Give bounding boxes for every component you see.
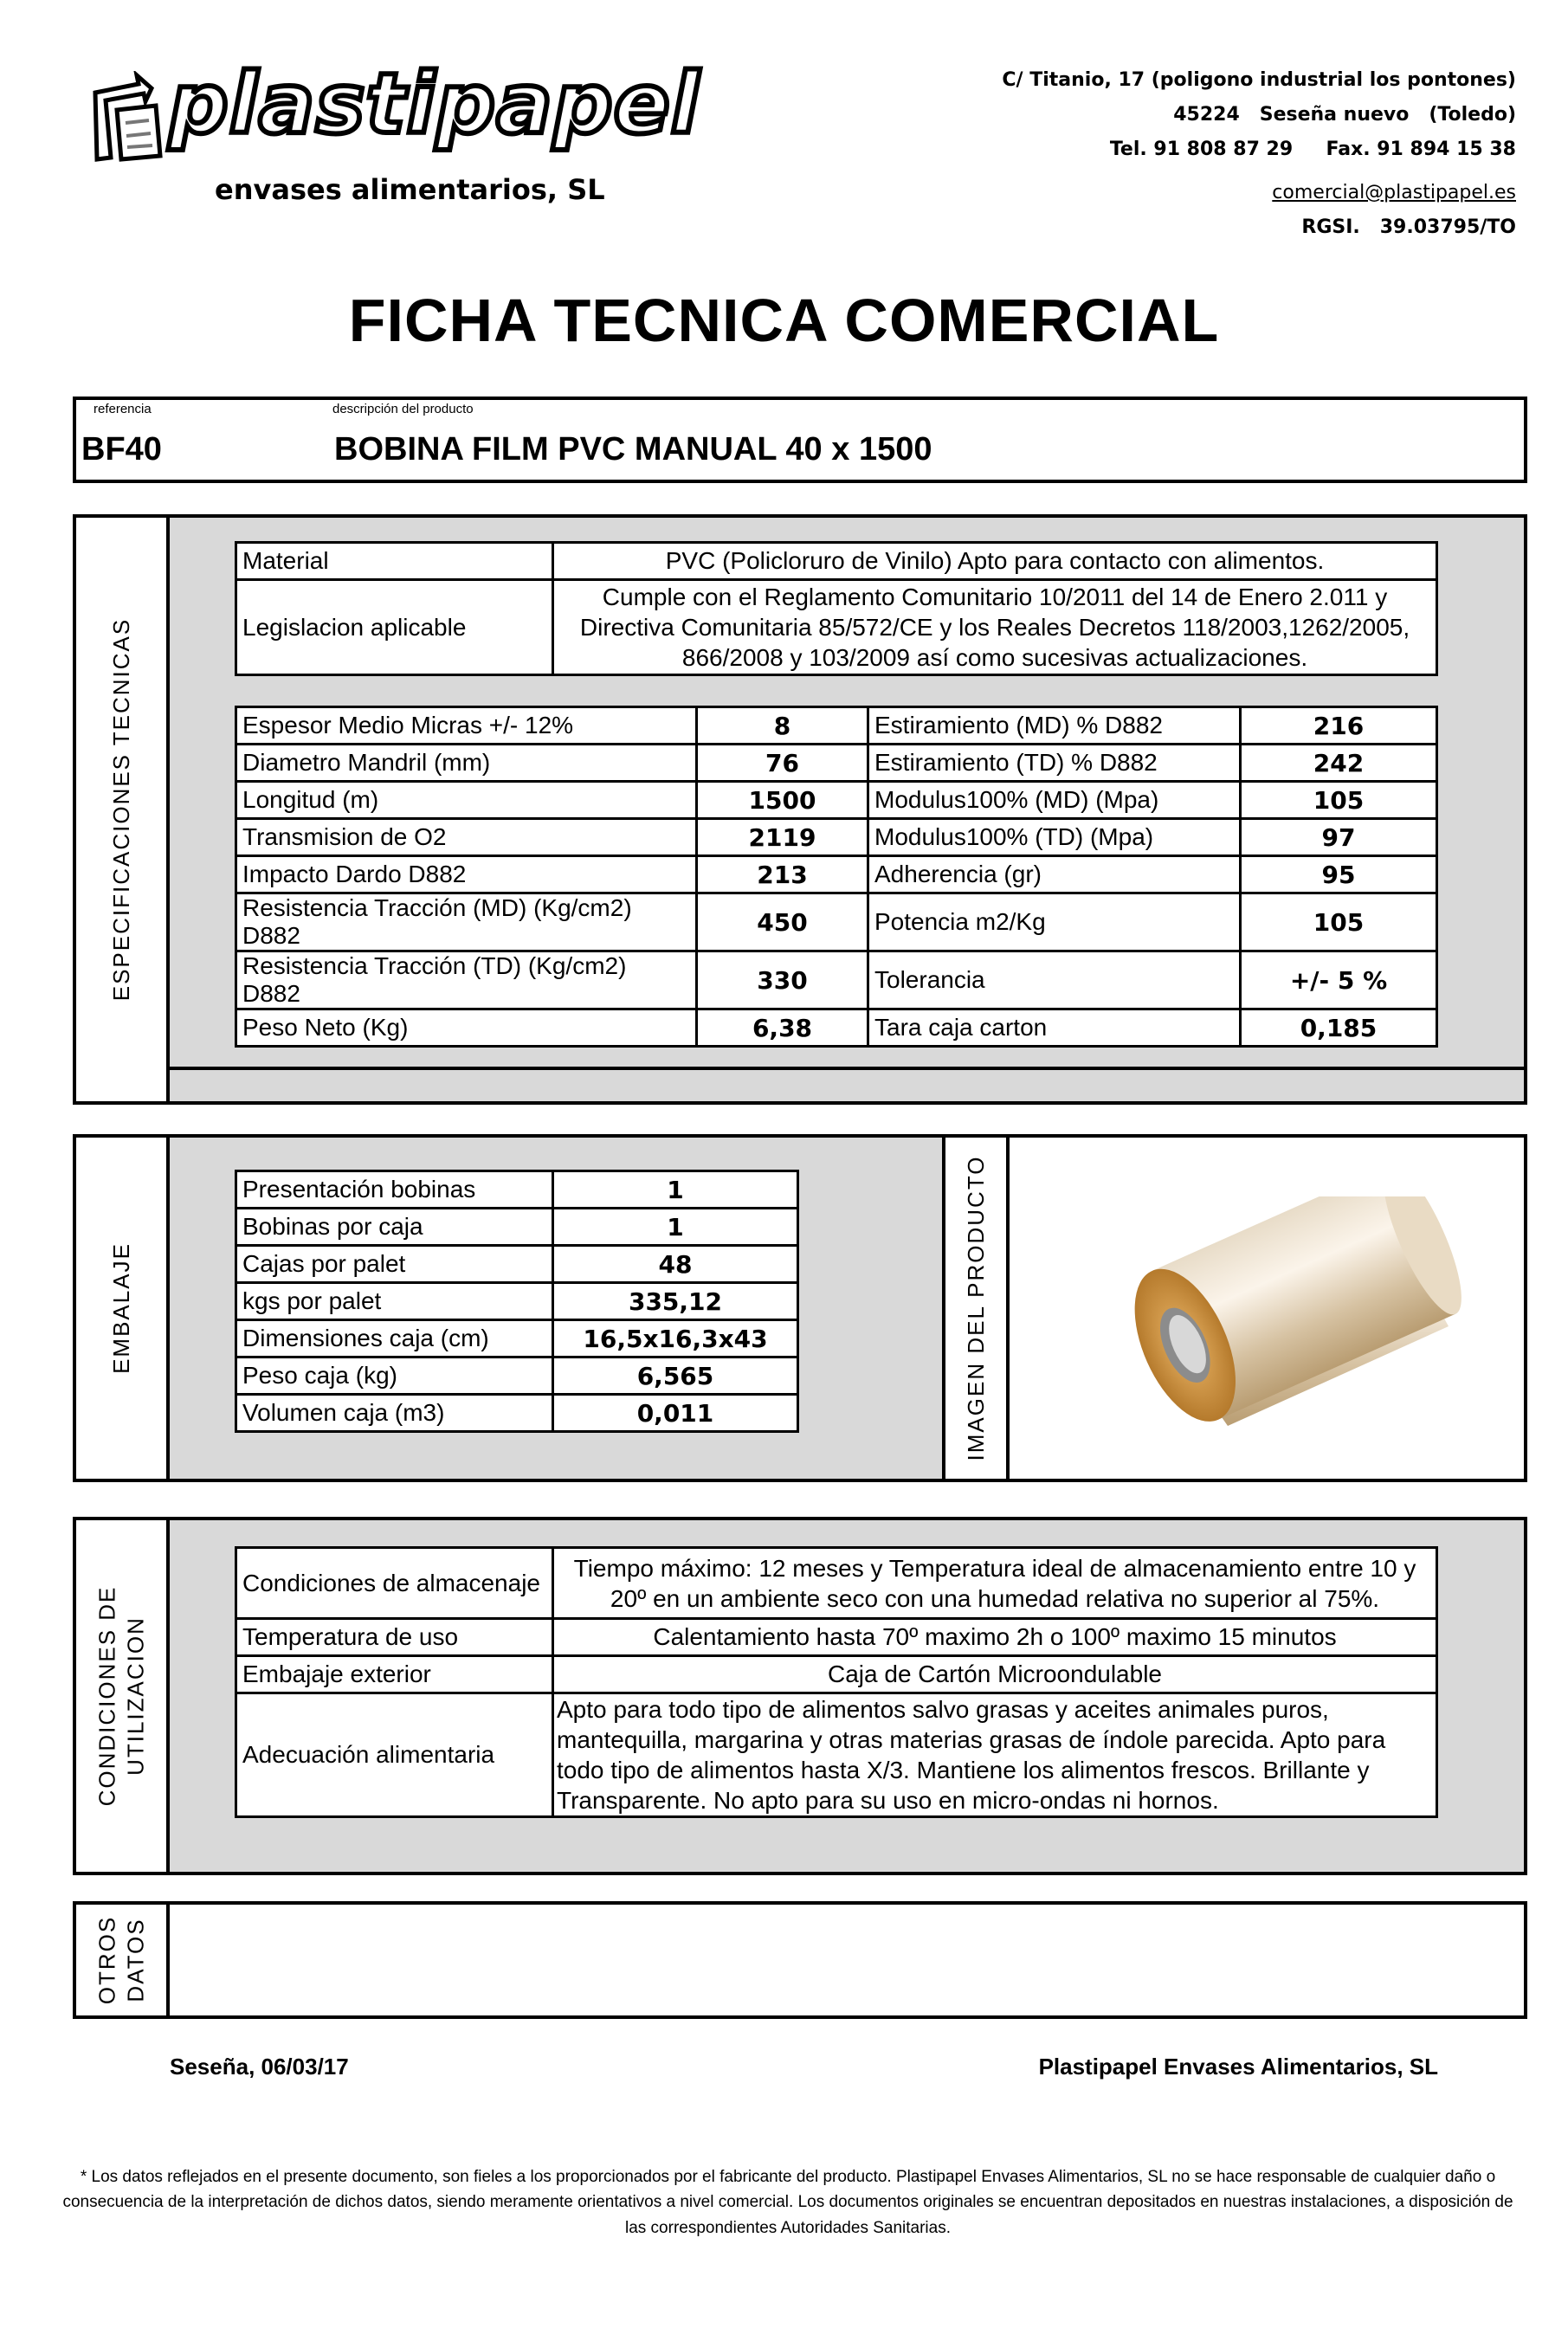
spec-row [236,856,1437,893]
address-city: 45224 Seseña nuevo (Toledo) [1173,104,1516,126]
spec-value: 1500 [697,782,868,819]
spec-label: Tolerancia [868,951,1241,1009]
spec-row [236,893,1437,951]
spec-value: 8 [697,707,868,745]
disclaimer: * Los datos reflejados en el presente documento, son fieles a los proporcionados por el fabricante del producto. Plastipapel Envases Alimentarios, SL no se hace responsable de cualquier daño o consecuencia de la interpretación de dichos datos, siendo meramente orientativos a nivel comercial. Los documentos originales se encuentran depositados en nuestras instalaciones, a disposición de las correspondientes Autoridades Sanitarias. [62,2168,1513,2237]
packaging-section [73,1134,1527,1482]
packaging-value: 16,5x16,3x43 [553,1320,798,1357]
material-label: Material [236,543,553,580]
company-logo [87,55,700,210]
material-table [235,541,1438,676]
image-side [942,1138,1010,1479]
packaging-table [235,1170,799,1433]
conditions-side [76,1520,170,1872]
temperature-value: Calentamiento hasta 70º maximo 2h o 100º maximo 15 minutos [553,1619,1437,1656]
spec-value: 213 [697,856,868,893]
spec-value: 105 [1241,893,1437,951]
address-line: C/ Titanio, 17 (poligono industrial los pontones) [1002,69,1516,91]
packaging-label: Presentación bobinas [236,1171,553,1209]
packaging-row [236,1283,798,1320]
packaging-value: 6,565 [553,1357,798,1395]
spec-label: Diametro Mandril (mm) [236,745,697,782]
spec-row [236,1009,1437,1047]
spec-label: Resistencia Tracción (TD) (Kg/cm2) D882 [236,951,697,1009]
spec-value: 450 [697,893,868,951]
packaging-label: Volumen caja (m3) [236,1395,553,1432]
conditions-table [235,1546,1438,1818]
product-image-panel [942,1138,1524,1479]
spec-row [236,782,1437,819]
outer-packaging-label: Embajaje exterior [236,1656,553,1693]
packaging-value: 1 [553,1171,798,1209]
rgsi-number: RGSI. 39.03795/TO [1301,216,1516,238]
spec-value: 216 [1241,707,1437,745]
spec-value: +/- 5 % [1241,951,1437,1009]
spec-row [236,707,1437,745]
material-value: PVC (Policloruro de Vinilo) Apto para contacto con alimentos. [553,543,1437,580]
spec-row [236,745,1437,782]
spec-label: Tara caja carton [868,1009,1241,1047]
spec-value: 76 [697,745,868,782]
spec-value: 97 [1241,819,1437,856]
spec-value: 2119 [697,819,868,856]
logo-subtitle: envases alimentarios, SL [215,173,605,206]
temperature-label: Temperatura de uso [236,1619,553,1656]
packaging-label: Bobinas por caja [236,1209,553,1246]
other-side [76,1905,170,2015]
packaging-label: Cajas por palet [236,1246,553,1283]
spec-row [236,819,1437,856]
spec-label: Impacto Dardo D882 [236,856,697,893]
reference-label: referencia [94,402,152,416]
specs-bottom-band [166,1067,1524,1108]
packaging-row [236,1246,798,1283]
packaging-row [236,1395,798,1432]
specs-section [73,514,1527,1105]
food-suitability-value: Apto para todo tipo de alimentos salvo grasas y aceites animales puros, mantequilla, margarina y otras materias grasas de índole parecida. Apto para todo tipo de alimentos hasta X/3. Mantiene los alimentos frescos. Brillante y Transparente. No apto para su uso en micro-ondas ni hornos. [553,1693,1437,1817]
spec-value: 242 [1241,745,1437,782]
spec-label: Longitud (m) [236,782,697,819]
packaging-value: 335,12 [553,1283,798,1320]
email-link[interactable]: comercial@plastipapel.es [1272,182,1516,203]
specs-side-label: ESPECIFICACIONES TECNICAS [107,617,134,1002]
conditions-section [73,1517,1527,1875]
spec-label: Modulus100% (MD) (Mpa) [868,782,1241,819]
packaging-row [236,1171,798,1209]
spec-label: Estiramiento (TD) % D882 [868,745,1241,782]
packaging-row [236,1209,798,1246]
other-data-section [73,1901,1527,2019]
packaging-side-label: EMBALAJE [107,1242,134,1374]
reference-value: BF40 [81,431,162,468]
storage-label: Condiciones de almacenaje [236,1548,553,1619]
packaging-value: 48 [553,1246,798,1283]
film-roll-image [1107,1196,1470,1430]
spec-row [236,951,1437,1009]
outer-packaging-value: Caja de Cartón Microondulable [553,1656,1437,1693]
description-label: descripción del producto [332,402,474,416]
spec-label: Adherencia (gr) [868,856,1241,893]
spec-value: 105 [1241,782,1437,819]
specs-side [76,518,170,1101]
spec-value: 330 [697,951,868,1009]
spec-label: Potencia m2/Kg [868,893,1241,951]
page-title: FICHA TECNICA COMERCIAL [348,287,1220,354]
logo-mark-icon [87,71,169,166]
packaging-value: 0,011 [553,1395,798,1432]
spec-value: 95 [1241,856,1437,893]
place-date: Seseña, 06/03/17 [170,2054,349,2080]
logo-wordmark: plastipapel [169,55,700,152]
packaging-label: kgs por palet [236,1283,553,1320]
legislation-label: Legislacion aplicable [236,580,553,675]
packaging-label: Dimensiones caja (cm) [236,1320,553,1357]
image-side-label: IMAGEN DEL PRODUCTO [962,1155,989,1461]
spec-value: 6,38 [697,1009,868,1047]
reference-box [73,397,1527,483]
legislation-value: Cumple con el Reglamento Comunitario 10/2011 del 14 de Enero 2.011 y Directiva Comunitaria 85/572/CE y los Reales Decretos 118/2003,1262/2005, 866/2008 y 103/2009 así como sucesivas actualizaciones. [553,580,1437,675]
spec-label: Transmision de O2 [236,819,697,856]
spec-value: 0,185 [1241,1009,1437,1047]
packaging-label: Peso caja (kg) [236,1357,553,1395]
packaging-row [236,1320,798,1357]
food-suitability-label: Adecuación alimentaria [236,1693,553,1817]
specs-table [235,706,1438,1048]
conditions-side-label: CONDICIONES DE UTILIZACION [94,1585,148,1807]
spec-label: Peso Neto (Kg) [236,1009,697,1047]
packaging-side [76,1138,170,1479]
company-name: Plastipapel Envases Alimentarios, SL [1038,2054,1438,2080]
spec-label: Espesor Medio Micras +/- 12% [236,707,697,745]
phone-fax: Tel. 91 808 87 29 Fax. 91 894 15 38 [1109,139,1516,160]
spec-label: Estiramiento (MD) % D882 [868,707,1241,745]
other-side-label: OTROS DATOS [94,1915,148,2005]
storage-value: Tiempo máximo: 12 meses y Temperatura ideal de almacenamiento entre 10 y 20º en un ambiente seco con una humedad relativa no superior al 75%. [553,1548,1437,1619]
spec-label: Resistencia Tracción (MD) (Kg/cm2) D882 [236,893,697,951]
packaging-row [236,1357,798,1395]
packaging-value: 1 [553,1209,798,1246]
description-value: BOBINA FILM PVC MANUAL 40 x 1500 [334,431,932,468]
spec-label: Modulus100% (TD) (Mpa) [868,819,1241,856]
